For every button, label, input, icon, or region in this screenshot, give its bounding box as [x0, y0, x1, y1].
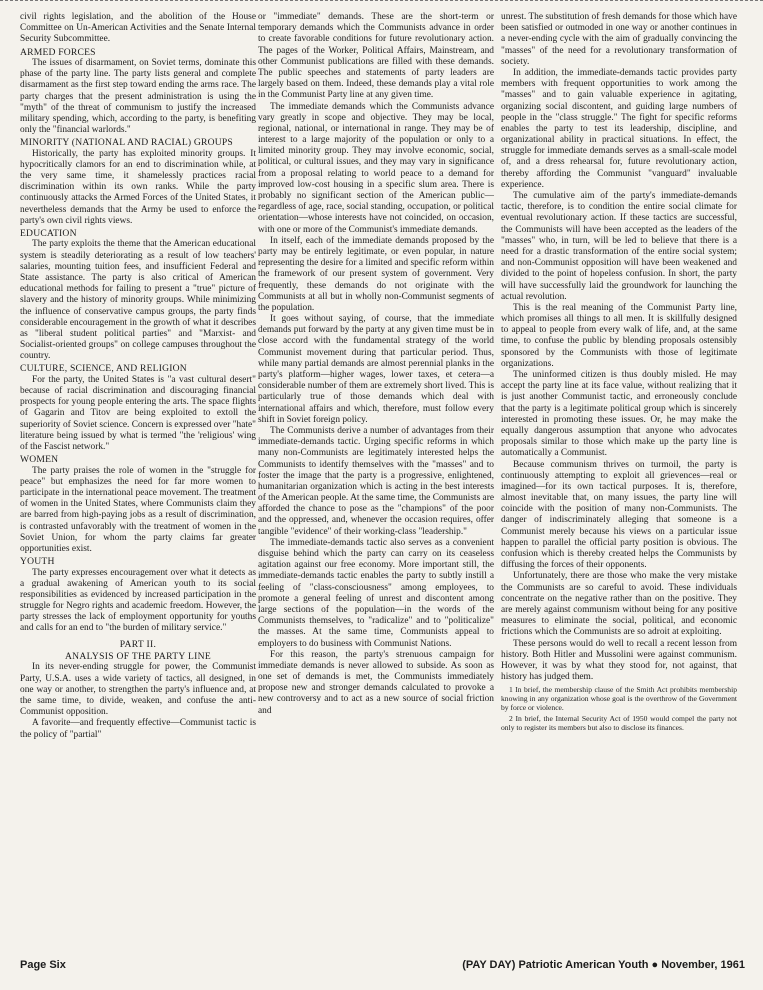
paragraph: The uninformed citizen is thus doubly misled. He may accept the party line at its face value, without realizing that it is just another Communist tactic, and erroneously conclude that the party is a legitimate political group which is sincerely interested in promoting these issues. Or, he may make the equally dangerous assumption that anyone who advocates proposals similar to those which make up the party line is automatically a Communist.: [501, 370, 737, 459]
paragraph: The immediate-demands tactic also serves as a convenient disguise behind which the party can carry on its ceaseless agitation against our free economy. More important still, the immediate-demands tactic enables the party to subtly instill a feeling of "class-consciousness" among employees, to promote a general feeling of unrest and discontent among large sections of the population—in the words of the Communists themselves, to "radicalize" and to "politicalize" the masses. At the same time, Communists appeal to employers to do business with Communist Nations.: [258, 537, 494, 649]
column-right: [501, 12, 737, 947]
paragraph: or "immediate" demands. These are the short-term or temporary demands which the Communists advance in order to create favorable conditions for future revolutionary action. The pages of the Worker, Political Affairs, Mainstream, and other Communist publications are filled with these demands. The public speeches and statements of party leaders are largely based on them. Indeed, these demands play a vital role in the Communist Party line at any given time.: [258, 12, 494, 101]
paragraph: The Communists derive a number of advantages from their immediate-demands tactic. Urging specific reforms in which many non-Communists are legitimately interested helps the Communists to identify themselves with the "masses" and to foster the image that the party is a progressive, enlightened, humanitarian organization which is acting in the best interests of the American people. At the same time, the Communists are afforded the chance to pose as the "champions" of the poor and the oppressed, and, whenever the occasion requires, offer tangible "evidence" of their working-class "leadership.": [258, 425, 494, 537]
publication-line: (PAY DAY) Patriotic American Youth ● November, 1961: [462, 959, 745, 971]
section-heading-youth: YOUTH: [20, 556, 55, 568]
paragraph: The party exploits the theme that the American educational system is steadily deteriorating as a result of low teachers' salaries, mounting tuition fees, and insufficient Federal and State assistance. The party is also critical of American educational methods for failing to present a "true" picture of slavery and the history of minority groups. While minimizing the influence of conservative campus groups, the party finds considerable encouragement in the growth of what it describes as "liberal student political parties" and "Marxist- and Socialist-oriented groups" on college campuses throughout the country.: [20, 239, 256, 362]
page-number: Page Six: [20, 959, 66, 971]
part-heading: PART II.: [119, 638, 157, 650]
paragraph: For the party, the United States is "a vast cultural desert" because of racial discrimination and discouraging financial prospects for young people entering the arts. The space flights of Gagarin and Titov are being exploited to extoll the superiority of Soviet science. Concern is expressed over "hate" literature being issued by what is termed "the 'religious' wing of the Fascist network.": [20, 374, 256, 452]
footnote-2: 2 In brief, the Internal Security Act of 1950 would compel the party not only to register its members but also to disclose its finances.: [501, 714, 737, 733]
paragraph: unrest. The substitution of fresh demands for those which have been satisfied or outmoded in one way or another continues in a never-ending cycle with the aim of gradually convincing the "masses" of the need for a revolutionary transformation of society.: [501, 12, 737, 67]
paragraph: The party expresses encouragement over what it detects as a gradual awakening of American youth to its social responsibilities as evidenced by increased participation in the struggle for Negro rights and academic freedom. However, the party stresses the lack of employment opportunity for youths and calls for an end to "the burden of military service.": [20, 567, 256, 634]
column-left: [20, 12, 256, 947]
paragraph: civil rights legislation, and the abolition of the House Committee on Un-American Activities and the Senate Internal Security Subcommittee.: [20, 12, 256, 45]
paragraph: A favorite—and frequently effective—Communist tactic is the policy of "partial": [20, 718, 256, 740]
paragraph: The cumulative aim of the party's immediate-demands tactic, therefore, is to condition the entire social climate for eventual revolutionary action. If these tactics are successful, the Communists will have been accepted as the leaders of the "masses" who, in turn, will be led to believe that there is a need for a drastic transformation of the entire social system; and non-Communist opposition will have been weakened and divided to the point of hopeless confusion. In short, the party will have successfully laid the groundwork for launching the actual revolution.: [501, 191, 737, 302]
paragraph: In itself, each of the immediate demands proposed by the party may be entirely legitimate, or even popular, in nature representing the desire for a limited and specific reform within the framework of our present system of government. Very frequently, these demands do not originate with the Communists at all but in wholly non-Communist segments of the population.: [258, 235, 494, 313]
paragraph: The party praises the role of women in the "struggle for peace" but emphasizes the need for far more women to participate in the international peace movement. The treatment of women in the United States, where Communists claim they are barred from high-paying jobs as a result of discrimination, is contrasted unfavorably with the treatment of women in the Soviet Union, for whom the party claims far greater opportunities exist.: [20, 465, 256, 554]
paragraph: For this reason, the party's strenuous campaign for immediate demands is never allowed to subside. As soon as one set of demands is met, the Communists immediately propose new and stronger demands calculated to provoke a new controversy and to act as a new source of social friction and: [258, 649, 494, 716]
paragraph: Unfortunately, there are those who make the very mistake the Communists are so careful to avoid. These individuals concentrate on the negative rather than on the positive. They are merely against communism without being for any positive measures to eliminate the social, political, and economic frictions which the Communists are so adroit at exploiting.: [501, 571, 737, 638]
paragraph: Historically, the party has exploited minority groups. It hypocritically clamors for an end to discrimination while, at the very same time, it shamelessly practices racial discrimination within its own ranks. While the party continuously attacks the Armed Forces of the United States, it nevertheless demands that the Army be used to enforce the party's own civil rights views.: [20, 148, 256, 226]
paragraph: It goes without saying, of course, that the immediate demands put forward by the party at any given time must be in close accord with the fundamental strategy of the world Communist movement during that particular period. Thus, while many partial demands are almost perennial planks in the party's platform—higher wages, lower taxes, et cetera—a considerable number of them are extremely short lived. This is particularly true of those demands which deal with international affairs and which, therefore, must follow every shift in Soviet foreign policy.: [258, 314, 494, 425]
footnote-1: 1 In brief, the membership clause of the Smith Act prohibits membership knowing in any organization whose goal is the overthrow of the Government by force or violence.: [501, 685, 737, 712]
section-heading-women: WOMEN: [20, 454, 59, 466]
paragraph: The immediate demands which the Communists advance vary greatly in scope and objective. They may be local, regional, national, or international in range. They may be of interest to a large majority of the population or only to a limited minority group. They may involve economic, social, political, or cultural issues, and they may vary in significance from a proposal relating to world peace to a demand for improved low-cost housing in a specific slum area. There is probably no significant section of the American public—regardless of age, race, social standing, occupation, or political orientation—whose interests have not coincided, on occasion, with one or more of the Communist's immediate demands.: [258, 101, 494, 235]
paragraph: The issues of disarmament, on Soviet terms, dominate this phase of the party line. The party lists general and complete disarmament as the first step toward ending the arms race. The party charges that the present administration is using the "myth" of the threat of communism to justify the increased military spending, which, according to the party, is benefiting only the "financial warlords.": [20, 57, 256, 136]
paragraph: These persons would do well to recall a recent lesson from history. Both Hitler and Mussolini were against communism. However, it was by what they stood for, not against, that history has judged them.: [501, 638, 737, 683]
section-heading-education: EDUCATION: [20, 228, 77, 239]
paragraph: In addition, the immediate-demands tactic provides party members with frequent opportunities to work among the "masses" and to gain valuable experience in agitating, organizing social discontent, and guiding large numbers of people in the "class struggle." The fight for specific reforms enables the party to test its leadership, discipline, and organizational ability in practical situations. In effect, the struggle for immediate demands serves as a small-scale model of, and a dress rehearsal for, future revolutionary action, thereby affording the Communist "vanguard" invaluable experience.: [501, 67, 737, 190]
page-footer: [20, 959, 745, 977]
column-middle: [258, 12, 494, 947]
analysis-heading: ANALYSIS OF THE PARTY LINE: [64, 651, 212, 663]
section-heading-armed-forces: ARMED FORCES: [20, 46, 96, 58]
paragraph: This is the real meaning of the Communist Party line, which promises all things to all men. It is skillfully designed to appeal to people from every walk of life, and, at the same time, to confuse the public by blending proposals ostensibly sponsored by the Communists with those of legitimate organizations.: [501, 302, 737, 369]
section-heading-minority-groups: MINORITY (NATIONAL AND RACIAL) GROUPS: [20, 137, 233, 149]
section-heading-culture: CULTURE, SCIENCE, AND RELIGION: [20, 363, 187, 375]
top-rule: [0, 0, 763, 5]
paragraph: Because communism thrives on turmoil, the party is continuously attempting to exploit all grievences—real or imagined—for its own tactical purposes. It is, therefore, almost inevitable that, on many issues, the party line will coincide with the position of many non-Communists. The danger of indiscriminately alleging that someone is a Communist merely because his views on a particular issue happen to parallel the official party position is obvious. The confusion which is thereby created helps the Communists by diffusing the forces of their opponents.: [501, 459, 737, 571]
paragraph: In its never-ending struggle for power, the Communist Party, U.S.A. uses a wide variety of tactics, all designed, in one way or another, to strengthen the party's influence and, at the same time, to divide, weaken, and confuse the anti-Communist opposition.: [20, 662, 256, 718]
